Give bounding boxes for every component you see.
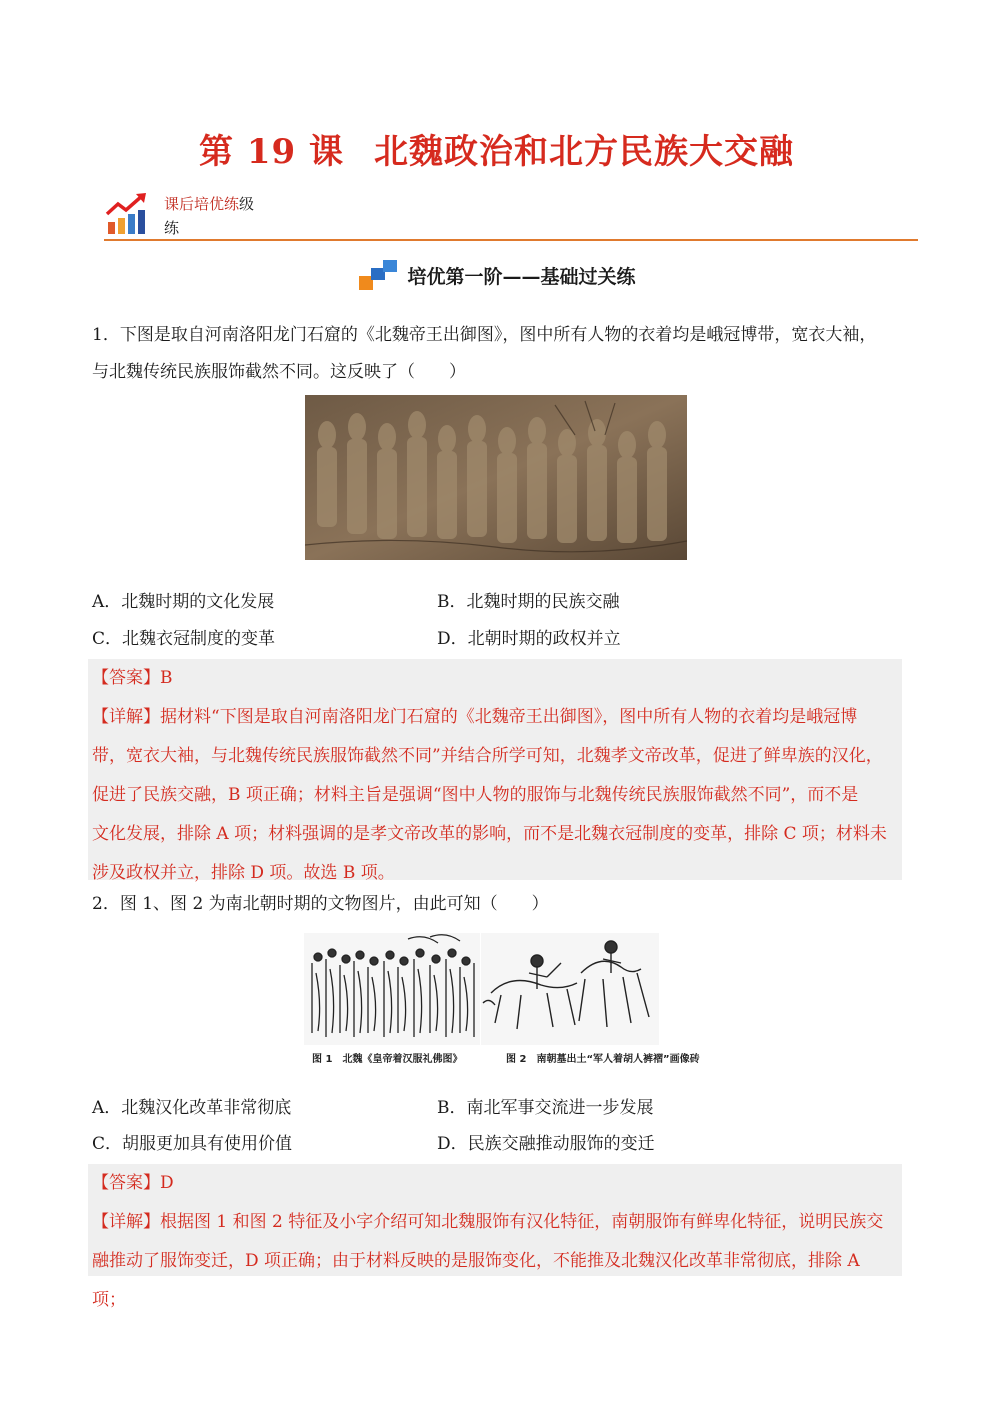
figure-1-image bbox=[304, 933, 480, 1045]
q1-answer-box bbox=[88, 659, 902, 883]
growth-chart-icon bbox=[104, 192, 152, 236]
q1-analysis-line-2: 带，宽衣大袖，与北魏传统民族服饰截然不同”并结合所学可知，北魏孝文帝改革，促进了鲜卑族的汉化， bbox=[92, 746, 883, 766]
q1-option-a: A．北魏时期的文化发展 bbox=[92, 592, 275, 612]
q1-analysis-line-1: 【详解】据材料“下图是取自河南洛阳龙门石窟的《北魏帝王出御图》，图中所有人物的衣着均是峨冠博 bbox=[92, 707, 858, 727]
section-title-text: 培优第一阶——基础过关练 bbox=[407, 265, 636, 288]
q1-option-b: B．北魏时期的民族交融 bbox=[437, 592, 620, 612]
q2-analysis-line-2: 融推动了服饰变迁，D 项正确；由于材料反映的是服饰变化，不能推及北魏汉化改革非常彻底，排除 A 项； bbox=[92, 1251, 860, 1310]
figure-1-caption: 图 1 北魏《皇帝着汉服礼佛图》 bbox=[312, 1054, 463, 1065]
figure-2-image bbox=[481, 933, 659, 1045]
stairs-icon bbox=[357, 258, 399, 292]
lesson-number: 第 19 课 bbox=[199, 132, 344, 172]
section-heading bbox=[0, 258, 993, 297]
q2-option-b: B．南北军事交流进一步发展 bbox=[437, 1098, 654, 1118]
relief-carving-image bbox=[305, 395, 687, 560]
lesson-title bbox=[0, 124, 993, 173]
q2-option-d: D．民族交融推动服饰的变迁 bbox=[437, 1134, 655, 1154]
header-divider bbox=[104, 239, 918, 241]
q1-analysis-line-5: 涉及政权并立，排除 D 项。故选 B 项。 bbox=[92, 863, 395, 883]
q1-answer: 【答案】B bbox=[92, 668, 173, 688]
practice-header bbox=[104, 192, 918, 242]
q1-analysis-line-4: 文化发展，排除 A 项；材料强调的是孝文帝改革的影响，而不是北魏衣冠制度的变革，排除 C 项；材料未 bbox=[92, 824, 887, 844]
q2-analysis-line-1: 【详解】根据图 1 和图 2 特征及小字介绍可知北魏服饰有汉化特征，南朝服饰有鲜卑化特征，说明民族交 bbox=[92, 1212, 884, 1232]
question-1-stem: 1．下图是取自河南洛阳龙门石窟的《北魏帝王出御图》，图中所有人物的衣着均是峨冠博带，宽衣大袖， 与北魏传统民族服饰截然不同。这反映了（ ） bbox=[92, 325, 877, 382]
question-2-stem: 2．图 1、图 2 为南北朝时期的文物图片，由此可知（ ） bbox=[92, 894, 549, 914]
q1-option-d: D．北朝时期的政权并立 bbox=[437, 629, 621, 649]
q1-analysis-line-3: 促进了民族交融，B 项正确；材料主旨是强调“图中人物的服饰与北魏传统民族服饰截然不同”，而不是 bbox=[92, 785, 859, 805]
q2-option-a: A．北魏汉化改革非常彻底 bbox=[92, 1098, 292, 1118]
q1-option-c: C．北魏衣冠制度的变革 bbox=[92, 629, 276, 649]
practice-label: 课后培优练级 练 bbox=[164, 195, 255, 237]
lesson-name: 北魏政治和北方民族大交融 bbox=[374, 132, 794, 172]
q2-answer: 【答案】D bbox=[92, 1173, 174, 1193]
figure-2-caption: 图 2 南朝墓出土“军人着胡人裤褶”画像砖 bbox=[506, 1054, 700, 1065]
q2-option-c: C．胡服更加具有使用价值 bbox=[92, 1134, 293, 1154]
q2-answer-box bbox=[88, 1164, 902, 1310]
